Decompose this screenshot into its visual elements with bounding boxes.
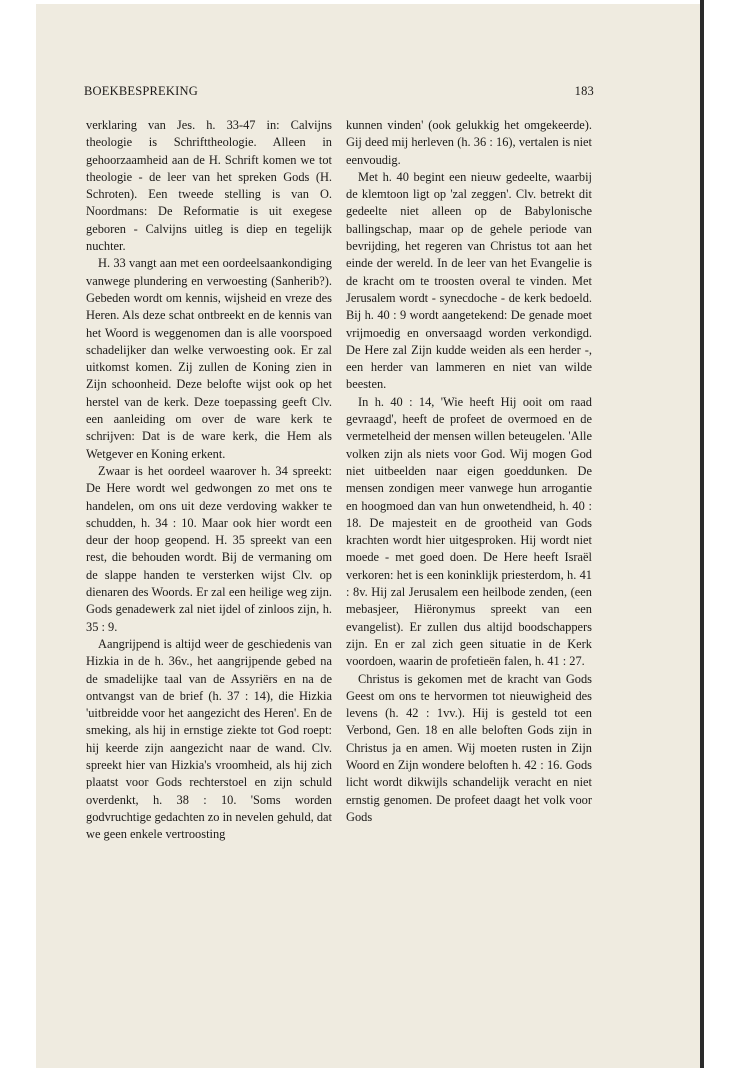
right-paragraph-2: Met h. 40 begint een nieuw gedeelte, waarbij de klemtoon ligt op 'zal zeggen'. Clv. betrekt dit gedeelte niet alleen op de Babylonische ballingschap, maar op de gehele periode van bevrijding, het regeren van Christus tot aan het einde der wereld. In de leer van het Evangelie is de kracht om te troosten overal te vinden. Met Jerusalem wordt - synecdoche - de kerk bedoeld. Bij h. 40 : 9 wordt aangetekend: De genade moet vrijmoedig en onversaagd worden verkondigd. De Here zal Zijn kudde weiden als een herder -, een herder van lammeren en niet van wilde beesten. [346,169,592,392]
left-paragraph-4: Aangrijpend is altijd weer de geschiedenis van Hizkia in de h. 36v., het aangrijpende gebed na de smadelijke taal van de Assyriërs en na de ontvangst van de brief (h. 37 : 14), die Hizkia 'uitbreidde voor het aangezicht des Heren'. En de smeking, als hij in ernstige ziekte tot God roept: hij keerde zijn aangezicht naar de wand. Clv. spreekt hier van Hizkia's vroomheid, als hij zich plaatst voor Gods rechterstoel en zijn schuld overdenkt, h. 38 : 10. 'Soms worden godvruchtige gedachten zo in nevelen gehuld, dat we geen enkele vertroosting [86,636,333,842]
left-paragraph-3: Zwaar is het oordeel waarover h. 34 spreekt: De Here wordt wel gedwongen zo met ons te handelen, om ons uit deze verdoving wakker te schudden, h. 34 : 10. Maar ook hier wordt een deur der hoop geopend. H. 35 spreekt van een rest, die behouden wordt. Bij de vermaning om de slappe handen te versterken wijst Clv. op dienaren des Woords. Er zal een heilige weg zijn. Gods genadewerk zal niet ijdel of zinloos zijn, h. 35 : 9. [86,463,332,634]
page-edge-shadow [700,0,704,1068]
right-paragraph-3: In h. 40 : 14, 'Wie heeft Hij ooit om raad gevraagd', heeft de profeet de overmoed en de vermetelheid der mensen willen beteugelen. 'Alle volken zijn als niets voor God. Wij mogen God niet uitbeelden naar eigen goeddunken. De mensen zondigen meer vanwege hun arrogantie en hoogmoed dan van hun onwetendheid, h. 40 : 18. De majesteit en de grootheid van Gods krachten wordt hier uitgesproken. Hij wordt niet moede - met goed doen. De Here heeft Israël verkoren: het is een koninklijk priesterdom, h. 41 : 8v. Hij zal Jerusalem een heilbode zenden, (een mebasjeer, Hiëronymus spreekt van een evangelist). Er zullen dus altijd boodschappers zijn. En er zal zich geen situatie in de Kerk voordoen, waarin de profetieën falen, h. 41 : 27. [346,394,592,669]
left-paragraph-1: verklaring van Jes. h. 33-47 in: Calvijns theologie is Schrifttheologie. Alleen in gehoorzaamheid aan de H. Schrift komen we tot theologie - de leer van het spreken Gods (H. Schroten). Een tweede stelling is van O. Noordmans: De Reformatie is uit exegese geboren - Calvijns uitleg is diep en tegelijk nuchter. [86,118,332,254]
left-column [86,117,332,843]
left-paragraph-2: H. 33 vangt aan met een oordeelsaankondiging vanwege plundering en verwoesting (Sanherib?). Gebeden wordt om kennis, wijsheid en vreze des Heren. Als deze schat ontbreekt en de kennis van het Woord is weggenomen dan is alle voorspoed schadelijker dan welke verwoesting ook. Er zal uitkomst komen. Zij zullen de Koning zien in Zijn schoonheid. Deze belofte wijst ook op het herstel van de kerk. Deze toepassing geeft Clv. een aanleiding om over de ware kerk te schrijven: Dat is de ware kerk, die Hem als Wetgever en Koning erkent. [86,256,332,461]
running-title: BOEKBESPREKING [84,84,198,98]
right-paragraph-4: Christus is gekomen met de kracht van Gods Geest om ons te hervormen tot nieuwigheid des levens (h. 42 : 1vv.). Hij is gesteld tot een Verbond, Gen. 18 en alle beloften Gods zijn in Christus ja en amen. Wij moeten rusten in Zijn Woord en Zijn wondere beloften h. 42 : 16. Gods licht wordt dikwijls schandelijk veracht en niet ernstig genomen. De profeet daagt het volk voor Gods [346,671,592,824]
page-number: 183 [574,84,594,98]
right-column [346,117,592,826]
right-paragraph-1: kunnen vinden' (ook gelukkig het omgekeerde). Gij deed mij herleven (h. 36 : 16), vertalen is niet eenvoudig. [346,118,592,167]
